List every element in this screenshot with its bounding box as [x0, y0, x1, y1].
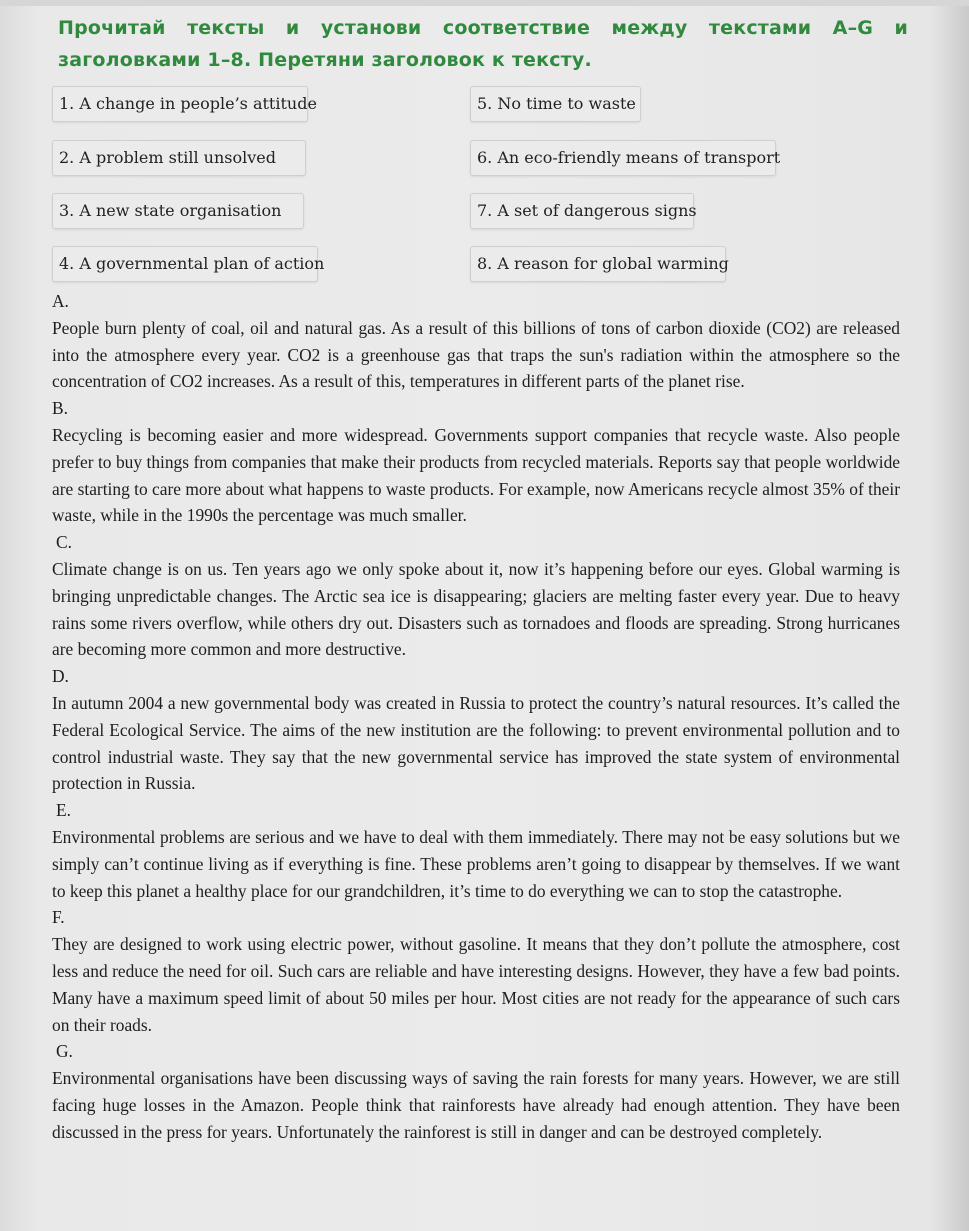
text-body: In autumn 2004 a new governmental body was created in Russia to protect the country’s natural resources. It’s called the Federal Ecological Service. The aims of the new institution are the following: to prevent environmental pollution and to control industrial waste. They say that the new governmental service has improved the state system of environmental protection in Russia. [52, 692, 900, 794]
text-body: They are designed to work using electric power, without gasoline. It means that they don’t pollute the atmosphere, cost less and reduce the need for oil. Such cars are reliable and have interesting designs. However, they have a few bad points. Many have a maximum speed limit of about 50 miles per hour. Most cities are not ready for the appearance of such cars on their roads. [52, 934, 900, 1035]
heading-card-6[interactable]: 6. An eco-friendly means of transport [470, 140, 776, 176]
text-block-d [52, 663, 900, 797]
heading-card-8[interactable]: 8. A reason for global warming [470, 246, 726, 282]
heading-card-3[interactable]: 3. A new state organisation [52, 193, 304, 229]
text-body: Recycling is becoming easier and more widespread. Governments support companies that recycle waste. Also people prefer to buy things from companies that make their products from recycled materials. Reports say that people worldwide are starting to care more about what happens to waste products. For example, now Americans recycle almost 35% of their waste, while in the 1990s the percentage was much smaller. [52, 424, 900, 526]
text-block-f [52, 904, 900, 1038]
text-letter[interactable]: B. [52, 398, 68, 419]
text-letter[interactable]: E. [56, 800, 71, 821]
heading-card-1[interactable]: 1. A change in people’s attitude [52, 86, 308, 122]
text-block-g [52, 1038, 900, 1145]
text-block-a [52, 288, 900, 395]
text-body: Environmental organisations have been discussing ways of saving the rain forests for many years. However, we are still facing huge losses in the Amazon. People think that rainforests have already had enough attention. They have been discussed in the press for years. Unfortunately the rainforest is still in danger and can be destroyed completely. [52, 1068, 900, 1142]
text-letter[interactable]: F. [52, 907, 65, 928]
heading-card-2[interactable]: 2. A problem still unsolved [52, 140, 306, 176]
text-letter[interactable]: D. [52, 666, 69, 687]
heading-card-4[interactable]: 4. A governmental plan of action [52, 246, 318, 282]
task-instruction: Прочитай тексты и установи соответствие между текстами A–G и заголовками 1–8. Перетяни заголовок к тексту. [58, 17, 908, 71]
clipped-top-edge [0, 0, 969, 6]
text-block-e [52, 797, 900, 904]
text-letter[interactable]: C. [56, 532, 72, 553]
heading-card-5[interactable]: 5. No time to waste [470, 86, 641, 122]
text-body: Climate change is on us. Ten years ago we only spoke about it, now it’s happening before our eyes. Global warming is bringing unpredictable changes. The Arctic sea ice is disappearing; glaciers are melting faster every year. Due to heavy rains some rivers overflow, while others dry out. Disasters such as tornadoes and floods are spreading. Strong hurricanes are becoming more common and more destructive. [52, 558, 900, 660]
text-letter[interactable]: G. [56, 1041, 73, 1062]
text-block-b [52, 395, 900, 529]
text-body: Environmental problems are serious and we have to deal with them immediately. There may not be easy solutions but we simply can’t continue living as if everything is fine. These problems aren’t going to disappear by themselves. If we want to keep this planet a healthy place for our grandchildren, it’s time to do everything we can to stop the catastrophe. [52, 826, 900, 901]
heading-card-7[interactable]: 7. A set of dangerous signs [470, 193, 694, 229]
text-block-c [52, 529, 900, 663]
texts-list [52, 288, 900, 1146]
text-letter[interactable]: A. [52, 291, 69, 311]
text-body: People burn plenty of coal, oil and natural gas. As a result of this billions of tons of carbon dioxide (CO2) are released into the atmosphere every year. CO2 is a greenhouse gas that traps the sun's radiation within the atmosphere so the concentration of CO2 increases. As a result of this, temperatures in different parts of the planet rise. [52, 317, 900, 392]
